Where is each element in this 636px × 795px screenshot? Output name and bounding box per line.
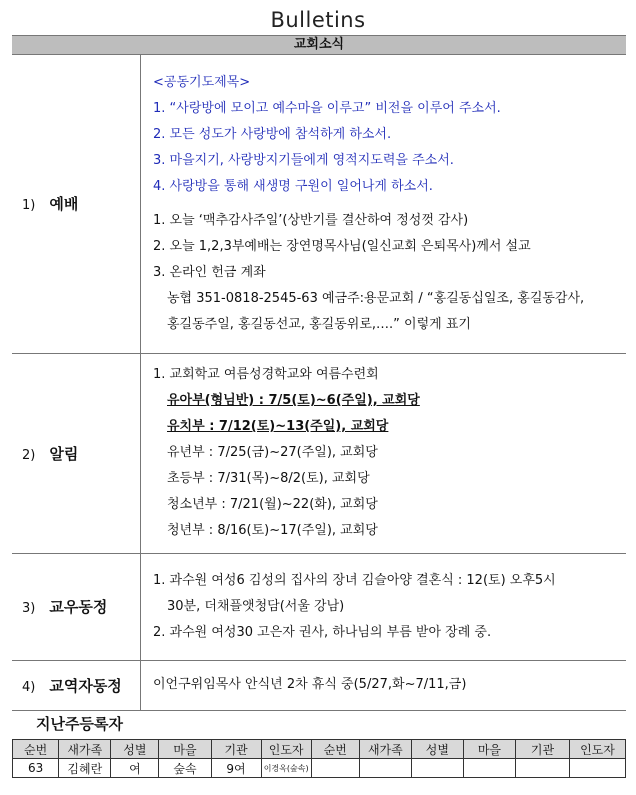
col-header: 새가족 (59, 740, 111, 759)
cell-number: 63 (13, 759, 59, 778)
prayer-title: <공동기도제목> (153, 74, 251, 90)
schedule-line: 초등부 : 7/31(목)~8/2(토), 교회당 (167, 471, 370, 486)
notice-content (141, 353, 627, 553)
ministers-content (141, 660, 627, 710)
cell-gender: 여 (111, 759, 159, 778)
col-header: 마을 (159, 740, 211, 759)
minister-news: 이언구위임목사 안식년 2차 휴식 중(5/27,화~7/11,금) (153, 677, 467, 692)
worship-heading (12, 55, 141, 353)
col-header: 마을 (463, 740, 515, 759)
cell-leader (569, 759, 625, 778)
prayer-item: 3. 마을지기, 사랑방지기들에게 영적지도력을 주소서. (153, 152, 454, 168)
notice-row (12, 353, 626, 553)
cell-village: 숲속 (159, 759, 211, 778)
schedule-line: 유년부 : 7/25(금)~27(주일), 교회당 (167, 445, 378, 460)
worship-item: 3. 온라인 헌금 계좌 (153, 264, 266, 280)
member-news: 2. 과수원 여성30 고은자 권사, 하나님의 부름 받아 장례 중. (153, 624, 492, 640)
registry-header-row (13, 740, 626, 759)
ministers-heading (12, 660, 141, 710)
registry-title: 지난주등록자 (36, 715, 123, 733)
schedule-line: 청소년부 : 7/21(월)~22(화), 교회당 (167, 497, 378, 512)
cell-village (463, 759, 515, 778)
members-row (12, 553, 626, 660)
prayer-item: 4. 사랑방을 통해 새생명 구원이 일어나게 하소서. (153, 178, 433, 194)
cell-number (311, 759, 359, 778)
notice-heading (12, 353, 141, 553)
schedule-line-emph: 유아부(형님반) : 7/5(토)~6(주일), 교회당 (167, 393, 420, 408)
col-header: 인도자 (261, 740, 311, 759)
cell-leader: 이경옥(숲속) (261, 759, 311, 778)
schedule-line: 청년부 : 8/16(토)~17(주일), 교회당 (167, 523, 378, 538)
prayer-item: 2. 모든 성도가 사랑방에 참석하게 하소서. (153, 126, 392, 142)
schedule-line-emph: 유치부 : 7/12(토)~13(주일), 교회당 (167, 419, 389, 434)
section-label: 교역자동정 (49, 676, 122, 695)
page-title: Bulletins (270, 8, 366, 32)
cell-group: 9여 (211, 759, 261, 778)
col-header: 새가족 (359, 740, 411, 759)
col-header: 순번 (13, 740, 59, 759)
col-header: 인도자 (569, 740, 625, 759)
col-header: 기관 (515, 740, 569, 759)
section-label: 예배 (49, 195, 79, 214)
member-news: 1. 과수원 여성6 김성의 집사의 장녀 김슬아양 결혼식 : 12(토) 오후5시 (153, 572, 556, 588)
account-line: 홍길동주일, 홍길동선교, 홍길동위로,….” 이렇게 표기 (167, 316, 471, 332)
col-header: 성별 (411, 740, 463, 759)
col-header: 성별 (111, 740, 159, 759)
table-row (13, 759, 626, 778)
worship-item: 1. 오늘 ‘맥추감사주일’(상반기를 결산하여 정성껏 감사) (153, 212, 469, 228)
col-header: 기관 (211, 740, 261, 759)
section-subtitle: 교회소식 (12, 35, 626, 55)
prayer-item: 1. “사랑방에 모이고 예수마을 이루고” 비전을 이루어 주소서. (153, 100, 501, 116)
col-header: 순번 (311, 740, 359, 759)
notice-item: 1. 교회학교 여름성경학교와 여름수련회 (153, 367, 379, 382)
worship-content (141, 55, 627, 353)
worship-row (12, 55, 626, 353)
section-label: 알림 (49, 444, 79, 463)
ministers-row (12, 660, 626, 710)
members-content (141, 553, 627, 660)
section-label: 교우동정 (49, 598, 108, 616)
cell-name: 김혜란 (59, 759, 111, 778)
account-line: 농협 351-0818-2545-63 예금주:용문교회 / “홍길동십일조, 홍길동감사, (167, 290, 585, 306)
worship-item: 2. 오늘 1,2,3부예배는 장연명목사님(일신교회 은퇴목사)께서 설교 (153, 238, 531, 254)
section-number: 2) (22, 447, 36, 463)
registry-table (12, 739, 626, 778)
member-news: 30분, 더채플앳청담(서울 강남) (167, 598, 345, 614)
section-number: 1) (22, 198, 36, 214)
cell-group (515, 759, 569, 778)
news-table (12, 55, 626, 711)
section-number: 4) (22, 679, 36, 695)
cell-gender (411, 759, 463, 778)
cell-name (359, 759, 411, 778)
section-number: 3) (22, 601, 36, 616)
members-heading (12, 553, 141, 660)
